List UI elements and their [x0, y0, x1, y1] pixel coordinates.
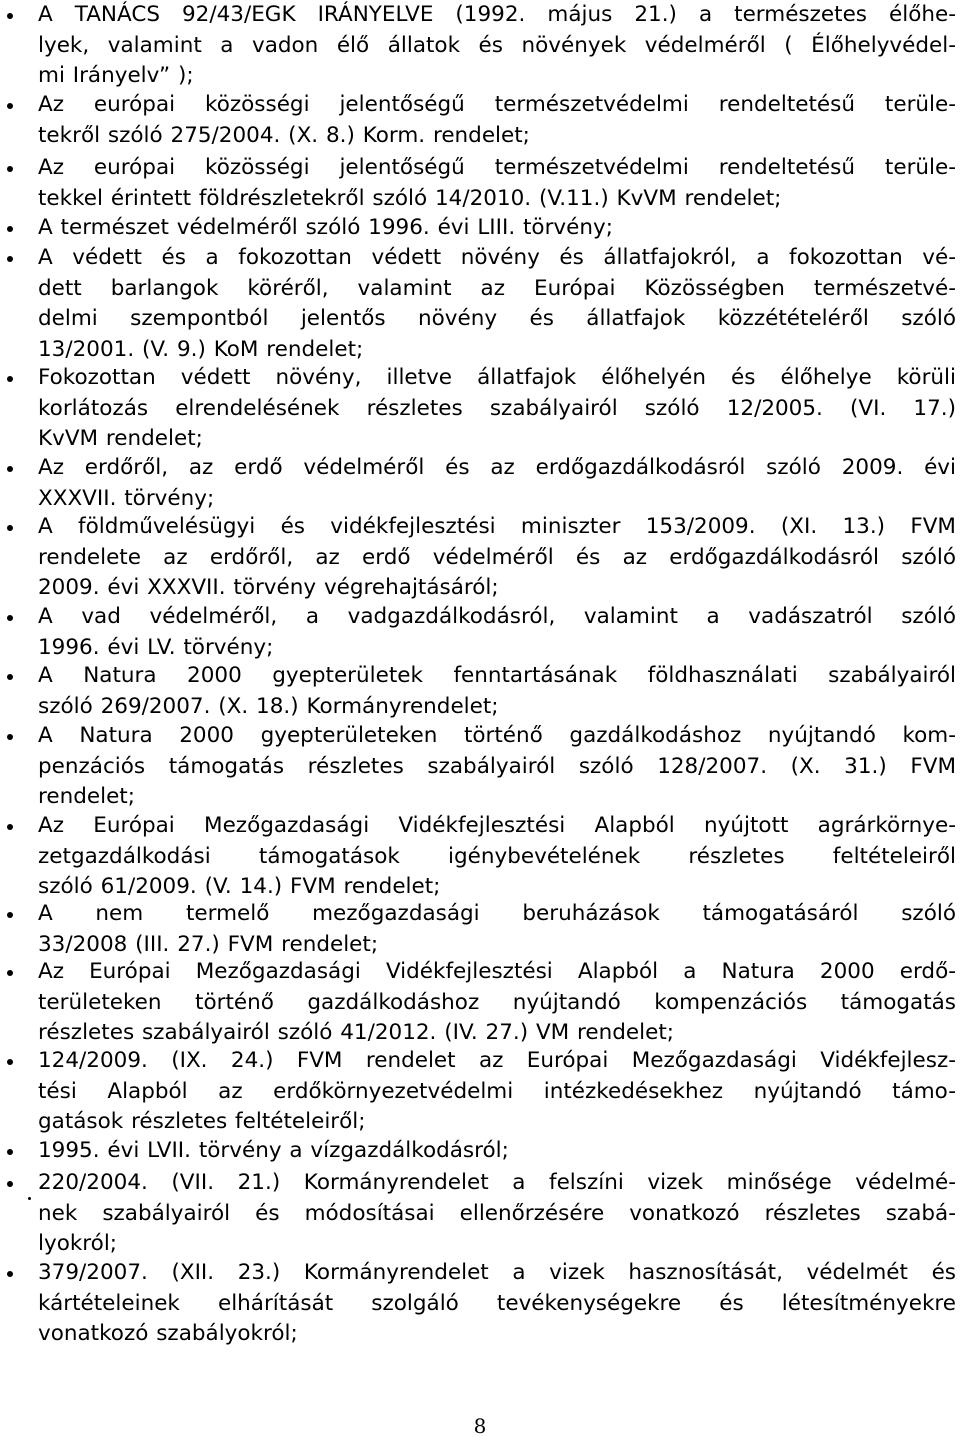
list-item-line: penzációs támogatás részletes szabályairól szóló 128/2007. (X. 31.) FVM: [38, 753, 956, 779]
list-item-line: A védett és a fokozottan védett növény és állatfajokról, a fokozottan vé-: [38, 245, 956, 270]
list-item: [38, 243, 956, 365]
bullet-icon: [7, 1149, 13, 1155]
list-item-line: szóló 269/2007. (X. 18.) Kormányrendelet;: [38, 693, 499, 719]
list-item-line: 1996. évi LV. törvény;: [38, 634, 274, 660]
list-item-line: 220/2004. (VII. 21.) Kormányrendelet a felszíni vizek minősége védelmé-: [38, 1170, 956, 1195]
list-item: [38, 90, 956, 151]
list-item-line: rendelet;: [38, 784, 135, 809]
list-item: [38, 1136, 956, 1167]
bullet-icon: [7, 615, 13, 621]
bullet-icon: [7, 734, 13, 740]
list-item-line: korlátozás elrendelésének részletes szabályairól szóló 12/2005. (VI. 17.): [38, 395, 956, 421]
list-item: [38, 363, 956, 455]
list-item-line: rendelete az erdőről, az erdő védelméről és az erdőgazdálkodásról szóló: [38, 544, 956, 570]
list-item-line: XXXVII. törvény;: [38, 485, 215, 511]
list-item-line: lyokról;: [38, 1231, 118, 1256]
list-item-line: A vad védelméről, a vadgazdálkodásról, valamint a vadászatról szóló: [38, 604, 956, 629]
bullet-icon: [7, 256, 13, 262]
bullet-icon: [7, 1059, 13, 1065]
bullet-icon: [7, 912, 13, 918]
bullet-icon: [7, 1271, 13, 1277]
list-item: [38, 811, 956, 903]
list-item: [38, 512, 956, 604]
list-item-line: vonatkozó szabályokról;: [38, 1321, 298, 1346]
list-item-line: 124/2009. (IX. 24.) FVM rendelet az Európai Mezőgazdasági Vidékfejlesz-: [38, 1048, 956, 1073]
bullet-icon: [7, 970, 13, 976]
page-number: 8: [473, 1414, 487, 1438]
list-item-line: 2009. évi XXXVII. törvény végrehajtásáról;: [38, 575, 499, 600]
list-item-line: A nem termelő mezőgazdasági beruházások támogatásáról szóló: [38, 901, 956, 926]
list-item-line: A földművelésügyi és vidékfejlesztési miniszter 153/2009. (XI. 13.) FVM: [38, 514, 956, 539]
bullet-icon: [7, 1181, 13, 1187]
list-item-line: Az európai közösségi jelentőségű természetvédelmi rendeltetésű terüle-: [38, 155, 956, 180]
list-item: [38, 602, 956, 663]
list-item-line: területeken történő gazdálkodáshoz nyújtandó kompenzációs támogatás: [38, 989, 956, 1015]
bullet-icon: [7, 674, 13, 680]
bullet-icon: [7, 376, 13, 382]
list-item-line: A Natura 2000 gyepterületeken történő gazdálkodáshoz nyújtandó kom-: [38, 723, 956, 748]
list-item: [38, 213, 956, 244]
bullet-icon: [7, 466, 13, 472]
list-item-line: Fokozottan védett növény, illetve állatfajok élőhelyén és élőhelye körüli: [38, 365, 956, 390]
bullet-icon: [7, 13, 13, 19]
list-item-line: 379/2007. (XII. 23.) Kormányrendelet a vizek hasznosítását, védelmét és: [38, 1260, 956, 1285]
list-item-line: KvVM rendelet;: [38, 426, 203, 451]
bullet-icon: [7, 525, 13, 531]
list-item-line: kártételeinek elhárítását szolgáló tevékenységekre és létesítményekre: [38, 1290, 956, 1316]
list-item-line: dett barlangok köréről, valamint az Európai Közösségben természetvé-: [38, 275, 956, 301]
list-item-line: Az európai közösségi jelentőségű természetvédelmi rendeltetésű terüle-: [38, 92, 956, 117]
list-item: [38, 1046, 956, 1138]
list-item-line: nek szabályairól és módosításai ellenőrzésére vonatkozó részletes szabá-: [38, 1200, 956, 1226]
list-item: [38, 661, 956, 722]
list-item-line: A természet védelméről szóló 1996. évi LIII. törvény;: [38, 215, 613, 240]
list-item-line: 33/2008 (III. 27.) FVM rendelet;: [38, 931, 379, 957]
list-item-line: A TANÁCS 92/43/EGK IRÁNYELVE (1992. május 21.) a természetes élőhe-: [38, 2, 956, 27]
list-item-line: zetgazdálkodási támogatások igénybevételének részletes feltételeiről: [38, 843, 956, 869]
list-item: [38, 899, 956, 960]
list-item: [38, 0, 956, 92]
list-item-line: A Natura 2000 gyepterületek fenntartásának földhasználati szabályairól: [38, 663, 956, 688]
list-item-line: lyek, valamint a vadon élő állatok és növények védelméről ( Élőhelyvédel-: [38, 32, 956, 58]
list-item: [38, 153, 956, 214]
list-item-line: Az Európai Mezőgazdasági Vidékfejlesztési Alapból nyújtott agrárkörnye-: [38, 813, 956, 838]
list-item: [38, 957, 956, 1049]
list-item-line: tekkel érintett földrészletekről szóló 14/2010. (V.11.) KvVM rendelet;: [38, 185, 782, 211]
list-item-line: részletes szabályairól szóló 41/2012. (IV. 27.) VM rendelet;: [38, 1020, 675, 1045]
list-item: [38, 721, 956, 813]
list-item-line: gatások részletes feltételeiről;: [38, 1109, 366, 1134]
list-item: [38, 1258, 956, 1350]
list-item: [38, 453, 956, 514]
stray-dot: [28, 1197, 31, 1200]
list-item-line: Az erdőről, az erdő védelméről és az erdőgazdálkodásról szóló 2009. évi: [38, 455, 956, 480]
list-item-line: szóló 61/2009. (V. 14.) FVM rendelet;: [38, 874, 441, 899]
bullet-icon: [7, 824, 13, 830]
list-item-line: 13/2001. (V. 9.) KoM rendelet;: [38, 336, 364, 362]
bullet-icon: [7, 226, 13, 232]
bullet-icon: [7, 166, 13, 172]
list-item-line: 1995. évi LVII. törvény a vízgazdálkodásról;: [38, 1138, 509, 1163]
list-item-line: mi Irányelv” );: [38, 63, 194, 88]
bullet-icon: [7, 103, 13, 109]
list-item-line: Az Európai Mezőgazdasági Vidékfejlesztési Alapból a Natura 2000 erdő-: [38, 959, 956, 984]
list-item-line: tekről szóló 275/2004. (X. 8.) Korm. rendelet;: [38, 122, 530, 148]
list-item-line: delmi szempontból jelentős növény és állatfajok közzétételéről szóló: [38, 306, 956, 331]
list-item-line: tési Alapból az erdőkörnyezetvédelmi intézkedésekhez nyújtandó támo-: [38, 1078, 956, 1104]
list-item: [38, 1168, 956, 1260]
